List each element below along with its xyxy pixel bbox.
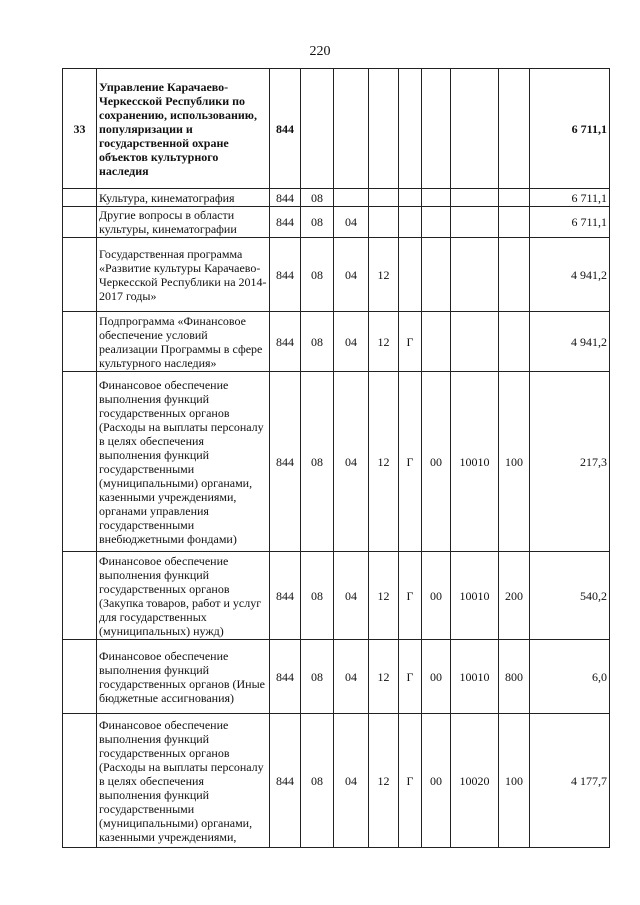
row-number: 33 xyxy=(63,69,97,189)
row-number xyxy=(63,372,97,552)
subprogram-code xyxy=(399,207,422,238)
program-code: 12 xyxy=(369,640,399,714)
table-body xyxy=(63,69,610,848)
amount: 4 177,7 xyxy=(530,714,610,848)
row-name: Культура, кинематография xyxy=(97,189,270,207)
page-number: 220 xyxy=(309,44,331,59)
row-number xyxy=(63,189,97,207)
subsection-code: 04 xyxy=(334,714,369,848)
section-code xyxy=(301,69,334,189)
section-code: 08 xyxy=(301,312,334,372)
ved-code: 844 xyxy=(270,189,301,207)
subprogram-code xyxy=(399,238,422,312)
expense-type-code: 100 xyxy=(499,372,530,552)
ved-code: 844 xyxy=(270,640,301,714)
subsection-code xyxy=(334,69,369,189)
ved-code: 844 xyxy=(270,372,301,552)
expense-code: 10020 xyxy=(451,714,499,848)
row-number xyxy=(63,640,97,714)
row-name: Финансовое обеспечение выполнения функций государственных органов (Иные бюджетные ассигнования) xyxy=(97,640,270,714)
table-row xyxy=(63,714,610,848)
ved-code: 844 xyxy=(270,552,301,640)
row-name: Финансовое обеспечение выполнения функций государственных органов (Расходы на выплаты персоналу в целях обеспечения выполнения функций государственными (муниципальными) органами, казенными учреждениями, xyxy=(97,714,270,848)
expense-type-code: 800 xyxy=(499,640,530,714)
section-code: 08 xyxy=(301,714,334,848)
expense-code xyxy=(451,189,499,207)
program-code: 12 xyxy=(369,372,399,552)
subprogram-code: Г xyxy=(399,372,422,552)
budget-table xyxy=(62,68,610,848)
program-code xyxy=(369,69,399,189)
amount: 6,0 xyxy=(530,640,610,714)
table-row xyxy=(63,69,610,189)
subsection-code: 04 xyxy=(334,312,369,372)
amount: 6 711,1 xyxy=(530,69,610,189)
subprogram-code: Г xyxy=(399,640,422,714)
expense-code: 10010 xyxy=(451,640,499,714)
subprogram-code: Г xyxy=(399,312,422,372)
ved-code: 844 xyxy=(270,714,301,848)
program-code xyxy=(369,189,399,207)
expense-type-code: 100 xyxy=(499,714,530,848)
direction-code: 00 xyxy=(422,372,451,552)
amount: 6 711,1 xyxy=(530,207,610,238)
section-code: 08 xyxy=(301,372,334,552)
section-code: 08 xyxy=(301,640,334,714)
direction-code xyxy=(422,69,451,189)
subsection-code: 04 xyxy=(334,552,369,640)
amount: 4 941,2 xyxy=(530,312,610,372)
expense-type-code xyxy=(499,69,530,189)
table-row xyxy=(63,312,610,372)
subprogram-code: Г xyxy=(399,552,422,640)
expense-type-code xyxy=(499,312,530,372)
row-number xyxy=(63,312,97,372)
subprogram-code xyxy=(399,69,422,189)
row-name: Другие вопросы в области культуры, кинематографии xyxy=(97,207,270,238)
direction-code xyxy=(422,238,451,312)
subprogram-code xyxy=(399,189,422,207)
expense-type-code: 200 xyxy=(499,552,530,640)
amount: 540,2 xyxy=(530,552,610,640)
expense-type-code xyxy=(499,189,530,207)
expense-code xyxy=(451,207,499,238)
section-code: 08 xyxy=(301,552,334,640)
row-number xyxy=(63,207,97,238)
program-code: 12 xyxy=(369,238,399,312)
ved-code: 844 xyxy=(270,312,301,372)
table-row xyxy=(63,207,610,238)
table-row xyxy=(63,238,610,312)
subsection-code: 04 xyxy=(334,207,369,238)
expense-code xyxy=(451,69,499,189)
amount: 217,3 xyxy=(530,372,610,552)
table-row xyxy=(63,372,610,552)
direction-code: 00 xyxy=(422,552,451,640)
section-code: 08 xyxy=(301,238,334,312)
expense-type-code xyxy=(499,207,530,238)
program-code: 12 xyxy=(369,312,399,372)
direction-code xyxy=(422,207,451,238)
table-row xyxy=(63,552,610,640)
subsection-code xyxy=(334,189,369,207)
row-number xyxy=(63,238,97,312)
amount: 4 941,2 xyxy=(530,238,610,312)
direction-code xyxy=(422,189,451,207)
ved-code: 844 xyxy=(270,238,301,312)
row-name: Финансовое обеспечение выполнения функций государственных органов (Расходы на выплаты персоналу в целях обеспечения выполнения функций государственными (муниципальными) органами, казенными учреждениями, органами управления государственными внебюджетными фондами) xyxy=(97,372,270,552)
subsection-code: 04 xyxy=(334,640,369,714)
subsection-code: 04 xyxy=(334,372,369,552)
row-number xyxy=(63,714,97,848)
expense-code xyxy=(451,238,499,312)
expense-type-code xyxy=(499,238,530,312)
row-name: Управление Карачаево-Черкесской Республики по сохранению, использованию, популяризации и государственной охране объектов культурного наследия xyxy=(97,69,270,189)
row-name: Подпрограмма «Финансовое обеспечение условий реализации Программы в сфере культурного наследия» xyxy=(97,312,270,372)
expense-code: 10010 xyxy=(451,552,499,640)
row-name: Государственная программа «Развитие культуры Карачаево-Черкесской Республики на 2014-2017 годы» xyxy=(97,238,270,312)
table-row xyxy=(63,640,610,714)
ved-code: 844 xyxy=(270,69,301,189)
direction-code: 00 xyxy=(422,640,451,714)
expense-code xyxy=(451,312,499,372)
direction-code: 00 xyxy=(422,714,451,848)
direction-code xyxy=(422,312,451,372)
section-code: 08 xyxy=(301,189,334,207)
row-name: Финансовое обеспечение выполнения функций государственных органов (Закупка товаров, работ и услуг для государственных (муниципальных) нужд) xyxy=(97,552,270,640)
section-code: 08 xyxy=(301,207,334,238)
amount: 6 711,1 xyxy=(530,189,610,207)
ved-code: 844 xyxy=(270,207,301,238)
program-code xyxy=(369,207,399,238)
program-code: 12 xyxy=(369,552,399,640)
row-number xyxy=(63,552,97,640)
subprogram-code: Г xyxy=(399,714,422,848)
expense-code: 10010 xyxy=(451,372,499,552)
table-row xyxy=(63,189,610,207)
program-code: 12 xyxy=(369,714,399,848)
subsection-code: 04 xyxy=(334,238,369,312)
